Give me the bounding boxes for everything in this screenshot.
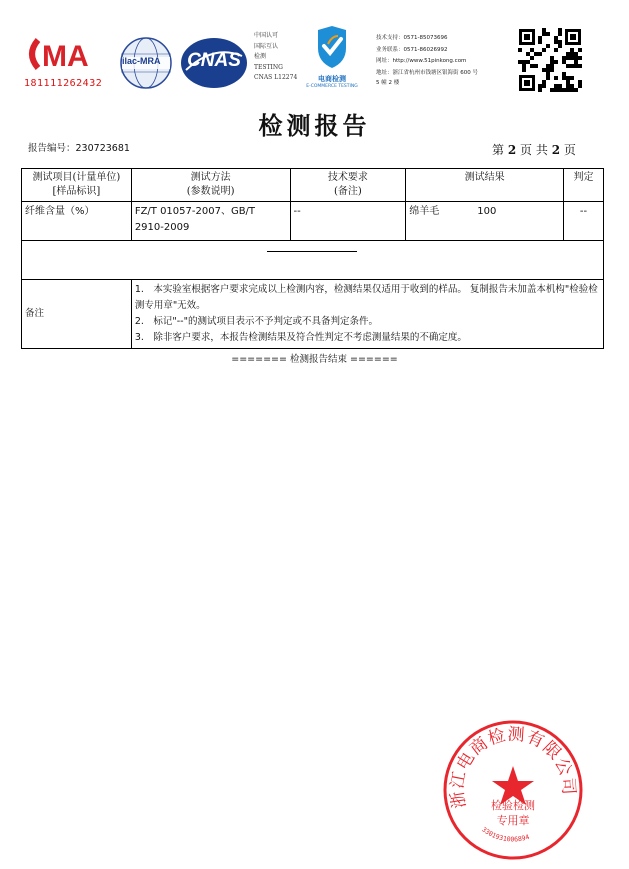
qr-code-icon xyxy=(518,28,582,92)
page-total: 2 xyxy=(551,143,561,157)
qr-module xyxy=(554,36,558,40)
qr-module xyxy=(518,60,522,64)
note-item: 3. 除非客户要求，本报告检测结果及符合性判定不考虑测量结果的不确定度。 xyxy=(134,332,467,343)
report-title: 检测报告 xyxy=(258,111,371,140)
header-cell xyxy=(290,169,406,202)
qr-module xyxy=(550,88,554,92)
qr-module xyxy=(542,84,546,88)
qr-module xyxy=(566,88,570,92)
stamp-seal-icon xyxy=(442,719,584,861)
qr-module xyxy=(558,88,562,92)
svg-text:浙江电商检测有限公司: 浙江电商检测有限公司 xyxy=(447,724,579,810)
cert-line: CNAS L12274 xyxy=(254,74,298,81)
qr-module xyxy=(554,40,558,44)
qr-module xyxy=(538,88,542,92)
ecommerce-testing-logo xyxy=(298,26,366,90)
qr-module xyxy=(546,76,550,80)
qr-module xyxy=(542,80,546,84)
header-line: (备注) xyxy=(333,186,362,197)
cert-line: 中国认可 xyxy=(254,32,279,39)
qr-module xyxy=(546,64,550,68)
svg-text:MA: MA xyxy=(42,40,89,73)
qr-module xyxy=(558,28,562,32)
report-number xyxy=(28,140,130,154)
report-number-label: 报告编号： xyxy=(28,143,76,154)
header-line: 判定 xyxy=(573,172,594,183)
qr-module xyxy=(542,48,546,52)
note-item: 1. 本实验室根据客户要求完成以上检测内容，检测结果仅适用于收到的样品。 复制报告未加盖本机构"检验检测专用章"无效。 xyxy=(134,284,598,311)
blank-cell xyxy=(22,241,604,280)
page-prefix: 第 xyxy=(492,143,505,157)
header-line: 测试结果 xyxy=(464,172,505,183)
company-stamp xyxy=(442,719,584,861)
page-current: 2 xyxy=(507,143,517,157)
notes-cell xyxy=(131,280,603,349)
header-line: (参数说明) xyxy=(186,186,235,197)
qr-module xyxy=(546,72,550,76)
qr-module xyxy=(574,56,578,60)
qr-module xyxy=(542,32,546,36)
ilac-text: ilac-MRA xyxy=(122,56,161,66)
header-line: 测试项目(计量单位) xyxy=(32,172,121,183)
header-cell xyxy=(22,169,132,202)
cnas-logo xyxy=(180,36,248,90)
qr-module xyxy=(574,88,578,92)
header-line: [样品标识] xyxy=(52,186,101,197)
qr-module xyxy=(518,48,522,52)
cert-line: 国际互认 xyxy=(254,42,279,50)
header-cell xyxy=(564,169,604,202)
shield-check-icon xyxy=(298,26,366,70)
cma-number: 181111262432 xyxy=(24,78,103,89)
header-cell xyxy=(131,169,290,202)
cert-line: TESTING xyxy=(254,63,283,71)
page-mid2: 共 xyxy=(535,143,548,157)
header-cell xyxy=(406,169,564,202)
qr-module xyxy=(566,64,570,68)
qr-module xyxy=(566,80,570,84)
qr-module xyxy=(542,68,546,72)
qr-module xyxy=(530,56,534,60)
test-method-cell: FZ/T 01057-2007、GB/T 2910-2009 xyxy=(131,202,290,241)
page-mid1: 页 xyxy=(520,143,533,157)
report-number-value: 230723681 xyxy=(75,143,130,154)
qr-module xyxy=(574,52,578,56)
qr-module xyxy=(554,60,558,64)
page-info xyxy=(492,141,576,158)
report-end-text: ======= 检测报告结束 ====== xyxy=(231,354,398,365)
qr-module xyxy=(558,32,562,36)
header-line: 技术要求 xyxy=(327,172,368,183)
qr-module xyxy=(566,56,570,60)
results-table xyxy=(21,168,604,349)
qr-module xyxy=(578,84,582,88)
contact-line: 地址：浙江省杭州市钱塘区银海街 600 号 xyxy=(376,69,478,76)
qr-module xyxy=(550,60,554,64)
qr-module xyxy=(554,76,558,80)
qr-module xyxy=(522,68,526,72)
qr-module xyxy=(526,60,530,64)
qr-module xyxy=(526,52,530,56)
qr-module xyxy=(562,72,566,76)
ecommerce-cn: 电商检测 xyxy=(318,75,346,83)
qr-module xyxy=(546,68,550,72)
qr-module xyxy=(562,76,566,80)
qr-module xyxy=(546,44,550,48)
qr-module xyxy=(554,84,558,88)
judgement-cell: -- xyxy=(564,202,604,241)
qr-module xyxy=(566,84,570,88)
qr-module xyxy=(578,64,582,68)
qr-module xyxy=(578,48,582,52)
qr-module xyxy=(558,40,562,44)
qr-module xyxy=(534,64,538,68)
notes-label: 备注 xyxy=(22,280,132,349)
svg-text:3301931006894: 3301931006894 xyxy=(480,825,531,844)
stamp-center-line2: 专用章 xyxy=(496,814,530,827)
qr-module xyxy=(578,56,582,60)
qr-module xyxy=(570,64,574,68)
qr-module xyxy=(550,64,554,68)
qr-module xyxy=(546,32,550,36)
note-item: 2. 标记"--"的测试项目表示不予判定或不具备判定条件。 xyxy=(134,316,378,327)
cma-mark-icon xyxy=(24,34,108,74)
qr-module xyxy=(550,56,554,60)
qr-module xyxy=(522,60,526,64)
qr-module xyxy=(570,52,574,56)
qr-module xyxy=(570,84,574,88)
qr-module xyxy=(566,52,570,56)
qr-module xyxy=(538,40,542,44)
qr-module xyxy=(522,64,526,68)
qr-module xyxy=(542,28,546,32)
contact-line: 技术支持：0571-85073696 xyxy=(376,35,448,41)
qr-module xyxy=(562,60,566,64)
qr-module xyxy=(570,48,574,52)
contact-info xyxy=(376,33,478,87)
qr-module xyxy=(554,88,558,92)
contact-line: 5 幢 2 楼 xyxy=(376,80,400,86)
qr-module xyxy=(538,84,542,88)
qr-module xyxy=(538,52,542,56)
qr-module xyxy=(558,44,562,48)
qr-module xyxy=(570,88,574,92)
stamp-center-line1: 检验检测 xyxy=(491,799,535,812)
ecommerce-en: E-COMMERCE TESTING xyxy=(306,84,358,89)
qr-module xyxy=(534,52,538,56)
qr-module xyxy=(578,80,582,84)
qr-module xyxy=(558,84,562,88)
header-line: 测试方法 xyxy=(190,172,231,183)
notes-row xyxy=(22,280,604,349)
qr-module xyxy=(530,48,534,52)
qr-module xyxy=(530,64,534,68)
ilac-mra-logo xyxy=(119,36,173,90)
qr-module xyxy=(570,56,574,60)
qr-module xyxy=(550,68,554,72)
blank-row xyxy=(22,241,604,280)
contact-line: 业务联系：0571-86026992 xyxy=(376,46,448,53)
cert-text-block xyxy=(254,31,297,84)
table-row xyxy=(22,202,604,241)
qr-module xyxy=(574,64,578,68)
separator-line xyxy=(267,251,357,252)
cnas-text: CNAS xyxy=(187,50,241,71)
contact-line: 网址：http://www.51pinkong.com xyxy=(376,58,467,64)
result-label: 绵羊毛 xyxy=(409,206,440,217)
requirement-cell: -- xyxy=(290,202,406,241)
qr-module xyxy=(554,48,558,52)
qr-module xyxy=(562,88,566,92)
result-value: 100 xyxy=(477,206,497,217)
page-suffix: 页 xyxy=(563,143,576,157)
qr-module xyxy=(562,56,566,60)
test-item-cell: 纤维含量（%） xyxy=(22,202,132,241)
cert-line: 检测 xyxy=(254,53,267,60)
result-cell xyxy=(406,202,564,241)
qr-module xyxy=(538,36,542,40)
qr-module xyxy=(570,76,574,80)
qr-module xyxy=(574,60,578,64)
qr-module xyxy=(566,76,570,80)
table-header-row xyxy=(22,169,604,202)
qr-code xyxy=(518,28,582,92)
cma-logo xyxy=(24,34,108,88)
